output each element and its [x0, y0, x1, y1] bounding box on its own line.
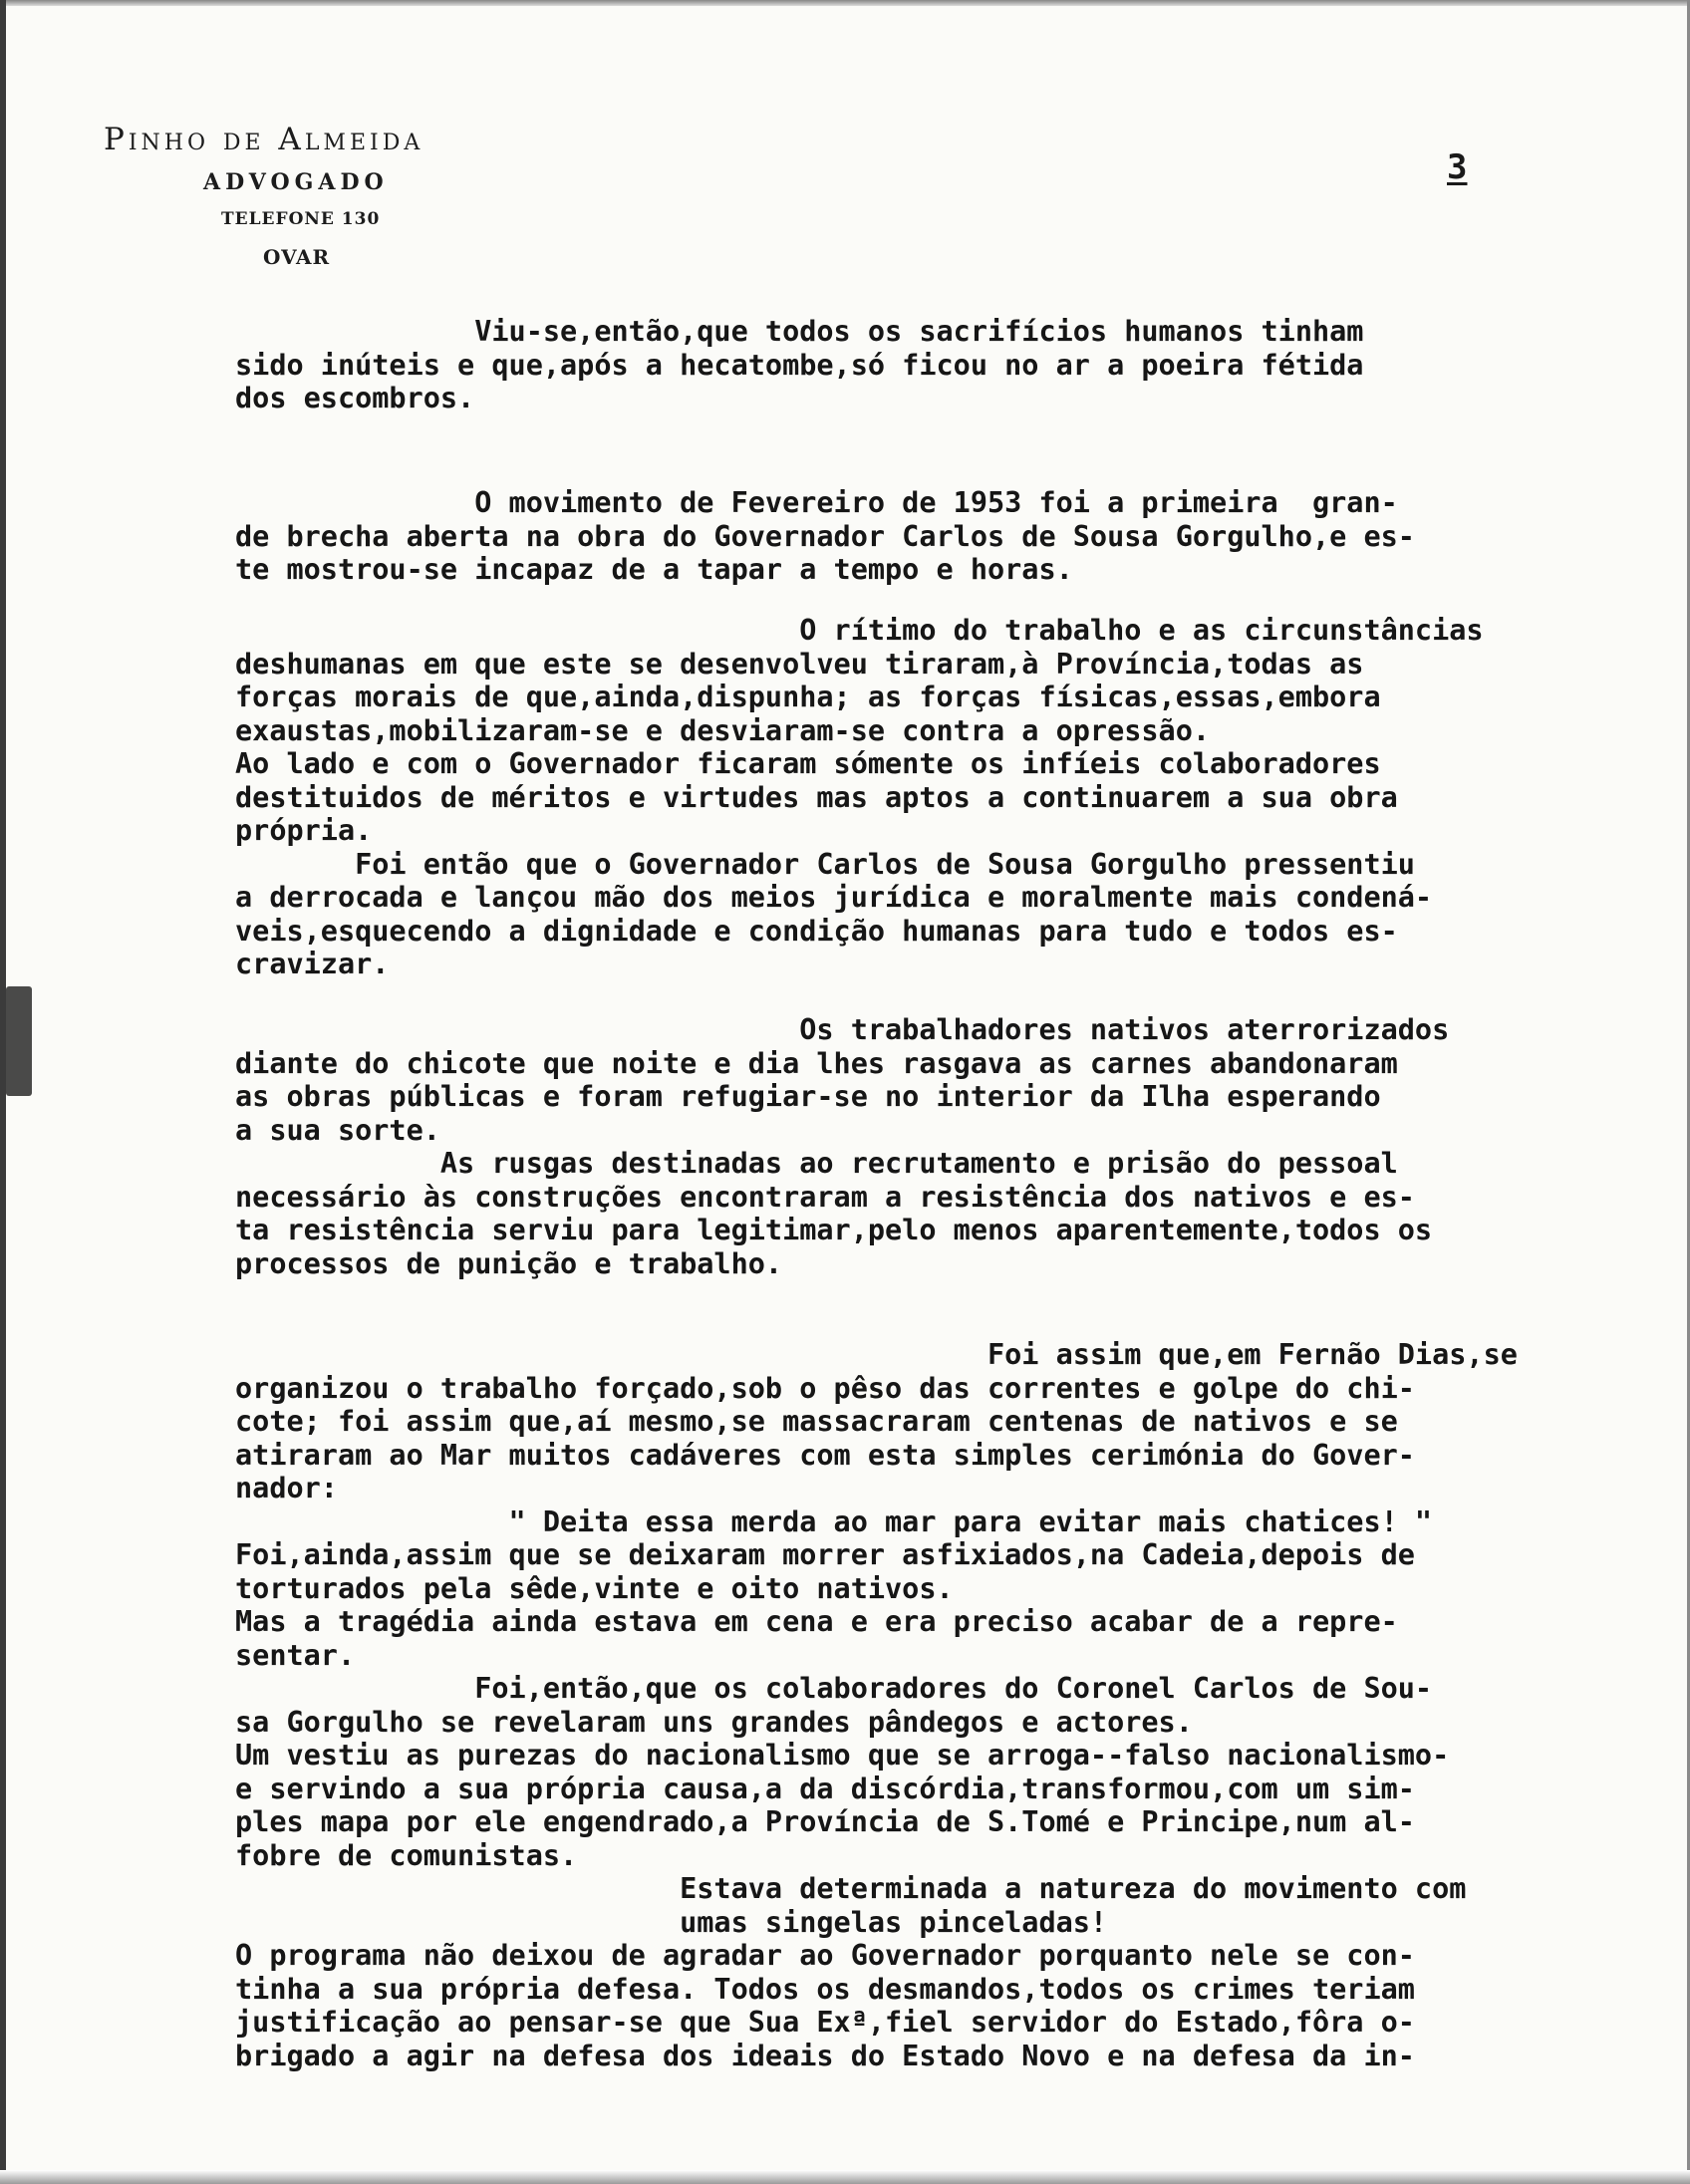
- paragraph: O rítimo do trabalho e as circunstâncias deshumanas em que este se desenvolveu tiraram,à Província,todas as forças morais de que,ainda,dispunha; as forças físicas,essas,embora exaustas,mobilizaram-se e desviaram-se contra a opressão. Ao lado e com o Governador ficaram sómente os infíeis colaboradores destituidos de méritos e virtudes mas aptos a continuarem a sua obra própria. Foi então que o Governador Carlos de Sousa Gorgulho pressentiu a derrocada e lançou mão dos meios jurídica e moralmente mais condená- veis,esquecendo a dignidade e condição humanas para tudo e todos es- cravizar.: [235, 614, 1484, 980]
- scan-edge-top: [0, 0, 1690, 6]
- page-number: 3: [1447, 147, 1468, 187]
- letterhead-profession: ADVOGADO: [203, 169, 389, 195]
- paragraph: O movimento de Fevereiro de 1953 foi a primeira gran- de brecha aberta na obra do Governador Carlos de Sousa Gorgulho,e es- te mostrou-se incapaz de a tapar a tempo e horas.: [235, 486, 1415, 586]
- scan-edge-bottom: [0, 2170, 1690, 2184]
- paragraph: Foi assim que,em Fernão Dias,se organizou o trabalho forçado,sob o pêso das correntes e golpe do chi- cote; foi assim que,aí mesmo,se massacraram centenas de nativos e se atiraram ao Mar muitos cadáveres com esta simples cerimónia do Gover- nador: " Deita essa merda ao mar para evitar mais chatices! " Foi,ainda,assim que se deixaram morrer asfixiados,na Cadeia,depois de torturados pela sêde,vinte e oito nativos. Mas a tragédia ainda estava em cena e era preciso acabar de a repre- sentar. Foi,então,que os colaboradores do Coronel Carlos de Sou- sa Gorgulho se revelaram uns grandes pândegos e actores. Um vestiu as purezas do nacionalismo que se arroga--falso nacionalismo- e servindo a sua própria causa,a da discórdia,transformou,com um sim- ples mapa por ele engendrado,a Província de S.Tomé e Principe,num al- fobre de comunistas. Estava determinada a natureza do movimento com umas singelas pinceladas! O programa não deixou de agradar ao Governador porquanto nele se con- tinha a sua própria defesa. Todos os desmandos,todos os crimes teriam justificação ao pensar-se que Sua Exª,fiel servidor do Estado,fôra o- brigado a agir na defesa dos ideais do Estado Novo e na defesa da in-: [235, 1338, 1518, 2072]
- scan-blot: [6, 986, 32, 1096]
- paragraph: Viu-se,então,que todos os sacrifícios humanos tinham sido inúteis e que,após a hecatombe,só ficou no ar a poeira fétida dos escombros.: [235, 315, 1364, 414]
- letterhead-phone: TELEFONE 130: [221, 209, 381, 229]
- letterhead-name: Pinho de Almeida: [104, 122, 424, 157]
- paragraph: Os trabalhadores nativos aterrorizados diante do chicote que noite e dia lhes rasgava as carnes abandonaram as obras públicas e foram refugiar-se no interior da Ilha esperando a sua sorte. As rusgas destinadas ao recrutamento e prisão do pessoal necessário às construções encontraram a resistência dos nativos e es- ta resistência serviu para legitimar,pelo menos aparentemente,todos os processos de punição e trabalho.: [235, 1013, 1450, 1280]
- letterhead-town: OVAR: [263, 245, 331, 269]
